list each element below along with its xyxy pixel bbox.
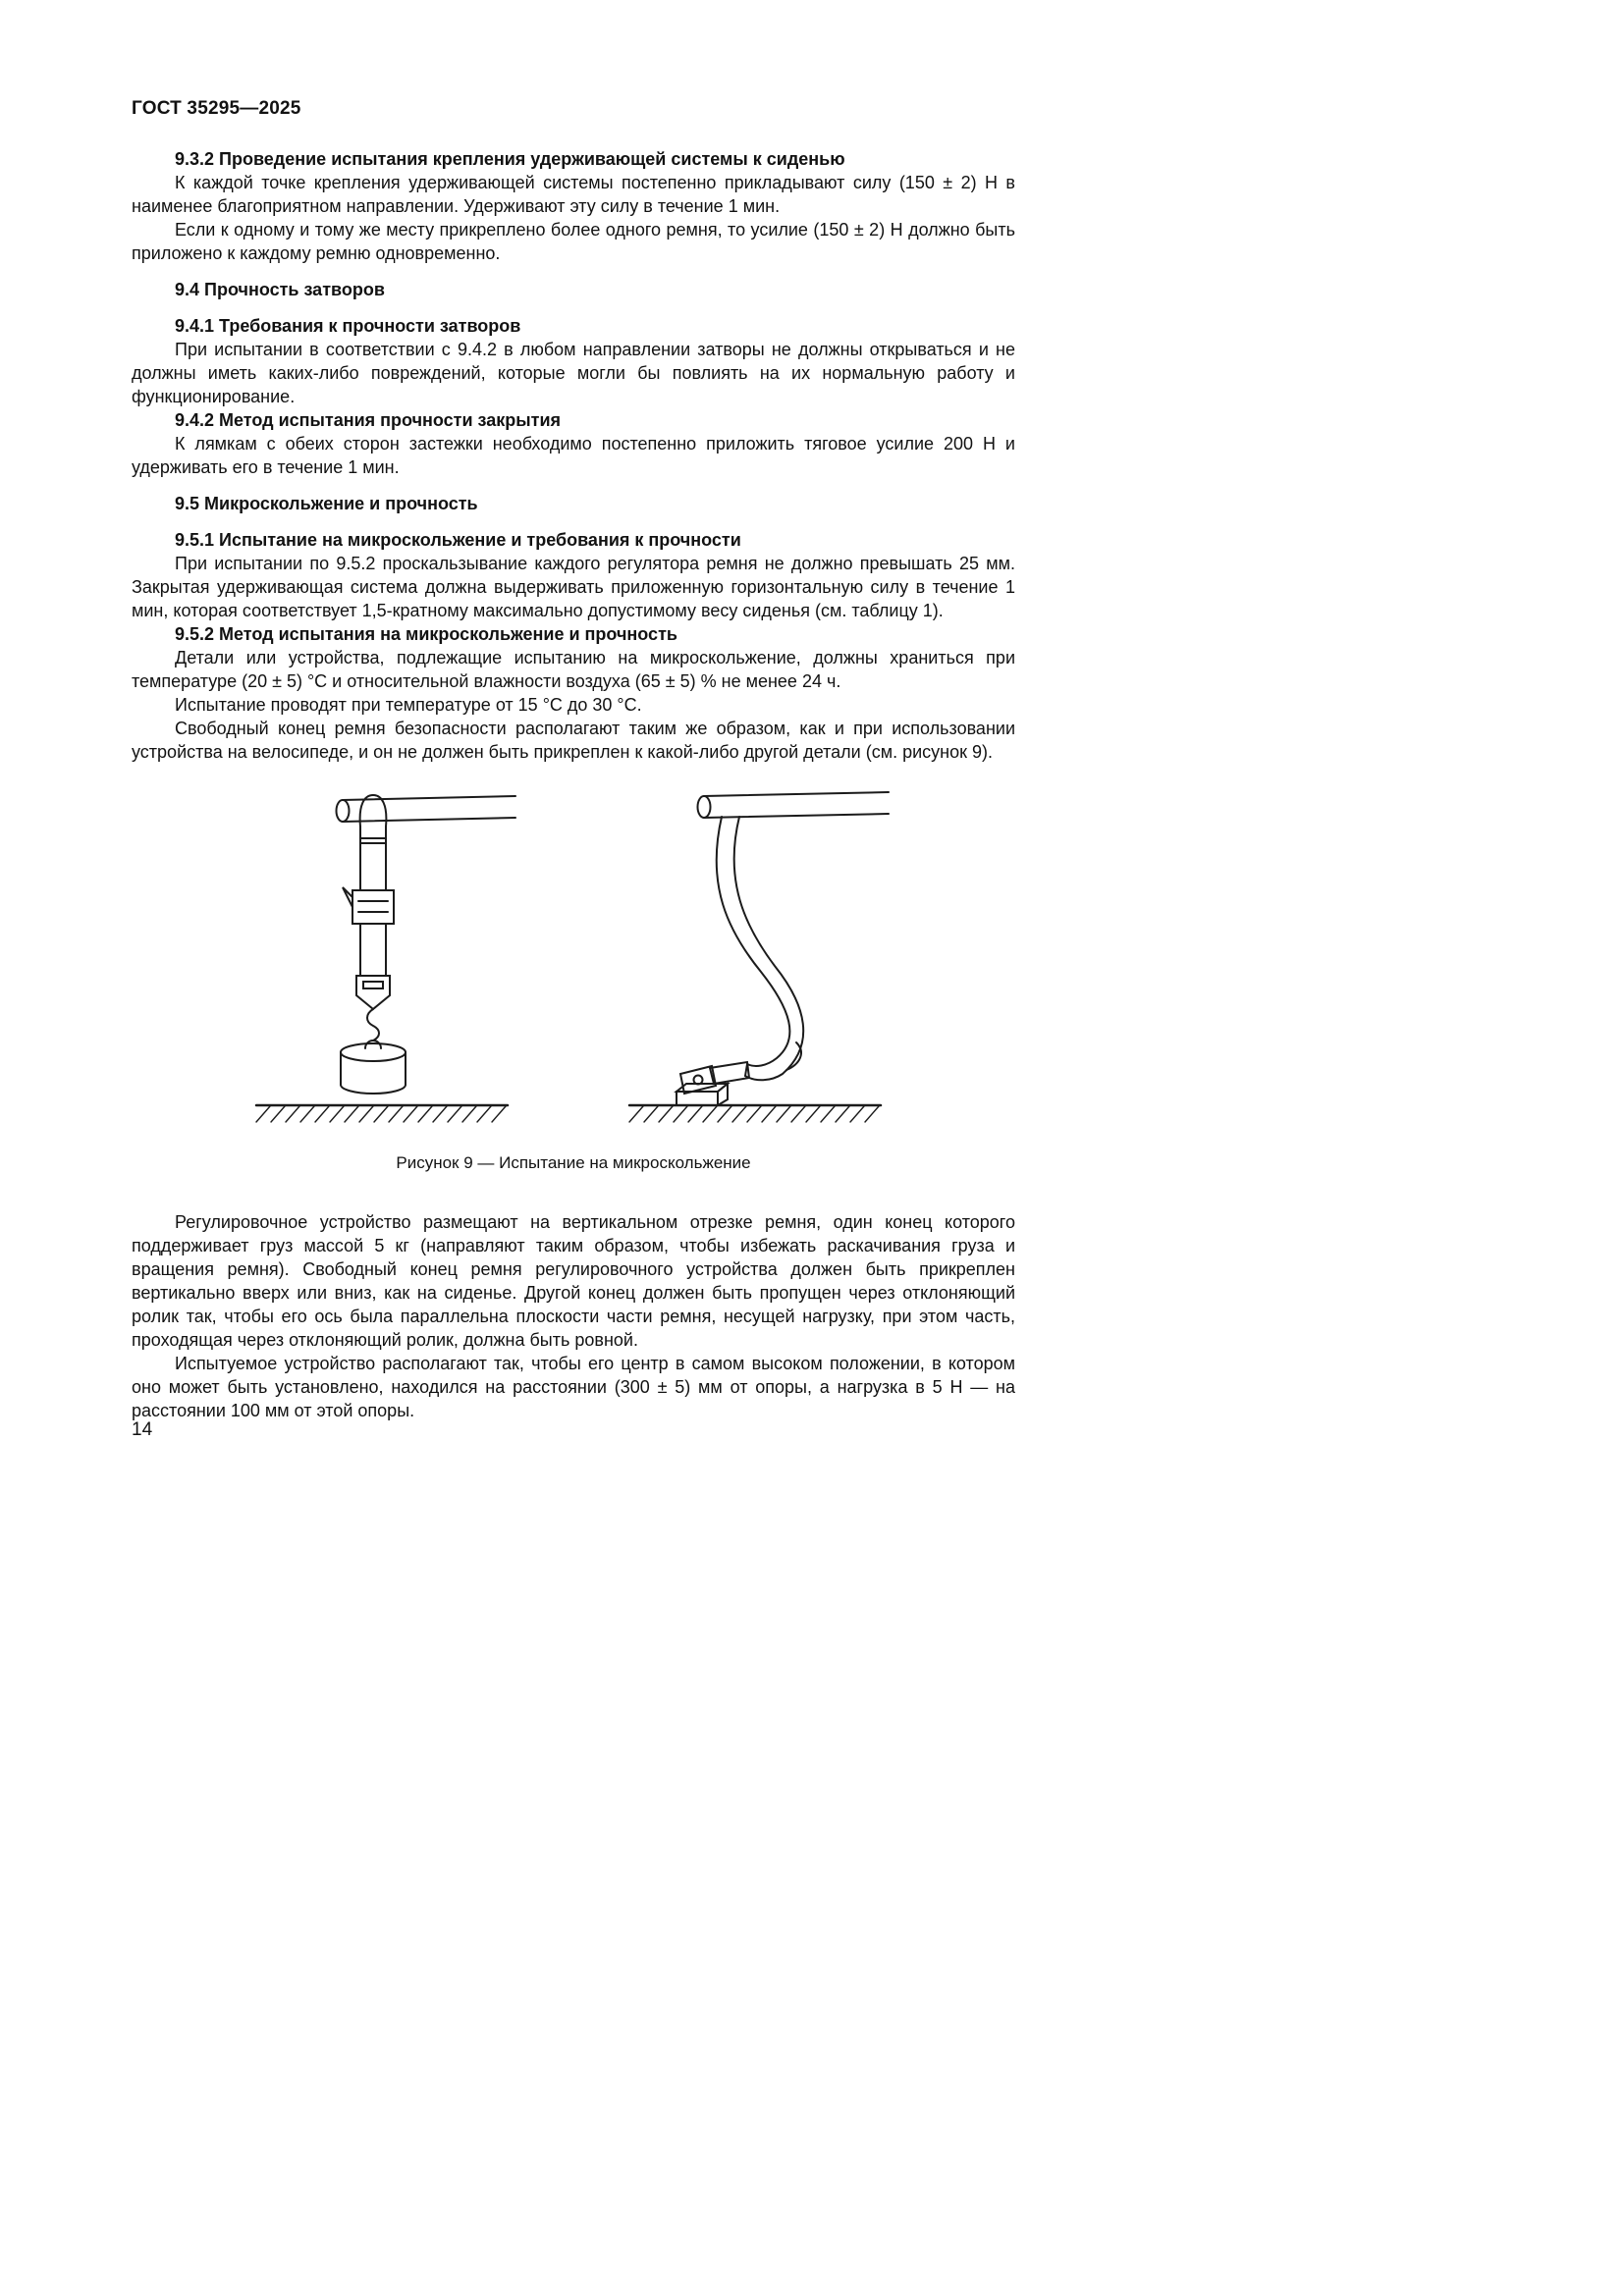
paragraph: Детали или устройства, подлежащие испытанию на микроскольжение, должны храниться при температуре (20 ± 5) °С и относительной влажности воздуха (65 ± 5) % не менее 24 ч. [132,648,1015,691]
latch-plate-icon [710,1062,749,1084]
ground-hatching-icon [629,1105,881,1122]
latch-plate-icon [356,976,390,1009]
strap-with-buckle-drawing [627,787,893,1126]
heading-9-4-2: 9.4.2 Метод испытания прочности закрытия [175,410,562,430]
ground-hatching-icon [256,1105,508,1122]
paragraph: К лямкам с обеих сторон застежки необходимо постепенно приложить тяговое усилие 200 Н и удерживать его в течение 1 мин. [132,434,1015,477]
strap-lower-icon [360,924,386,976]
paragraph: При испытании в соответствии с 9.4.2 в любом направлении затворы не должны открываться и не должны иметь каких-либо повреждений, которые могли бы повлиять на их нормальную работу и функционирование. [132,340,1015,406]
heading-9-5-1: 9.5.1 Испытание на микроскольжение и требования к прочности [175,530,741,550]
heading-9-4-1: 9.4.1 Требования к прочности затворов [175,316,521,336]
heading-9-5: 9.5 Микроскольжение и прочность [175,494,478,513]
paragraph: Испытуемое устройство располагают так, чтобы его центр в самом высоком положении, в котором оно может быть установлено, находился на расстоянии (300 ± 5) мм от опоры, а нагрузка в 5 Н — на расстоянии 100 мм от этой опоры. [132,1354,1015,1420]
paragraph: Если к одному и тому же месту прикреплено более одного ремня, то усилие (150 ± 2) Н должно быть приложено к каждому ремню одновременно. [132,220,1015,263]
heading-9-5-2: 9.5.2 Метод испытания на микроскольжение и прочность [175,624,677,644]
running-header: ГОСТ 35295—2025 [132,98,301,119]
figure-drawings [132,787,1015,1126]
strap-with-weight-drawing [254,787,519,1126]
paragraph: К каждой точке крепления удерживающей системы постепенно прикладывают силу (150 ± 2) Н в наименее благоприятном направлении. Удерживают эту силу в течение 1 мин. [132,173,1015,216]
paragraph: Свободный конец ремня безопасности располагают таким же образом, как и при использовании устройства на велосипеде, и он не должен быть прикреплен к какой-либо другой детали (см. рисунок 9). [132,719,1015,762]
heading-9-3-2: 9.3.2 Проведение испытания крепления удерживающей системы к сиденью [175,149,845,169]
figure-caption: Рисунок 9 — Испытание на микроскольжение [396,1153,751,1172]
paragraph: При испытании по 9.5.2 проскальзывание каждого регулятора ремня не должно превышать 25 мм. Закрытая удерживающая система должна выдерживать приложенную горизонтальную силу в течение 1 мин, которая соответствует 1,5-кратному максимально допустимому весу сиденья (см. таблицу 1). [132,554,1015,620]
strap-adjuster-icon [343,887,394,924]
figure-9 [132,787,1015,1175]
document-content [132,147,1015,1422]
paragraph: Испытание проводят при температуре от 15 °С до 30 °С. [175,695,642,715]
test-weight-icon [341,1041,406,1094]
s-hook-icon [367,1009,379,1041]
paragraph: Регулировочное устройство размещают на вертикальном отрезке ремня, один конец которого поддерживает груз массой 5 кг (направляют таким образом, чтобы избежать раскачивания груза и вращения ремня). Свободный конец ремня регулировочного устройства должен быть прикреплен вертикально вверх или вниз, как на сиденье. Другой конец должен быть пропущен через отклоняющий ролик так, чтобы его ось была параллельна плоскости части ремня, несущей нагрузку, при этом часть, проходящая через отклоняющий ролик, должна быть ровной. [132,1212,1015,1350]
curved-strap-icon [717,817,804,1080]
heading-9-4: 9.4 Прочность затворов [175,280,385,299]
strap-icon [360,795,387,890]
page-number: 14 [132,1419,153,1440]
support-rod-icon [698,792,890,818]
